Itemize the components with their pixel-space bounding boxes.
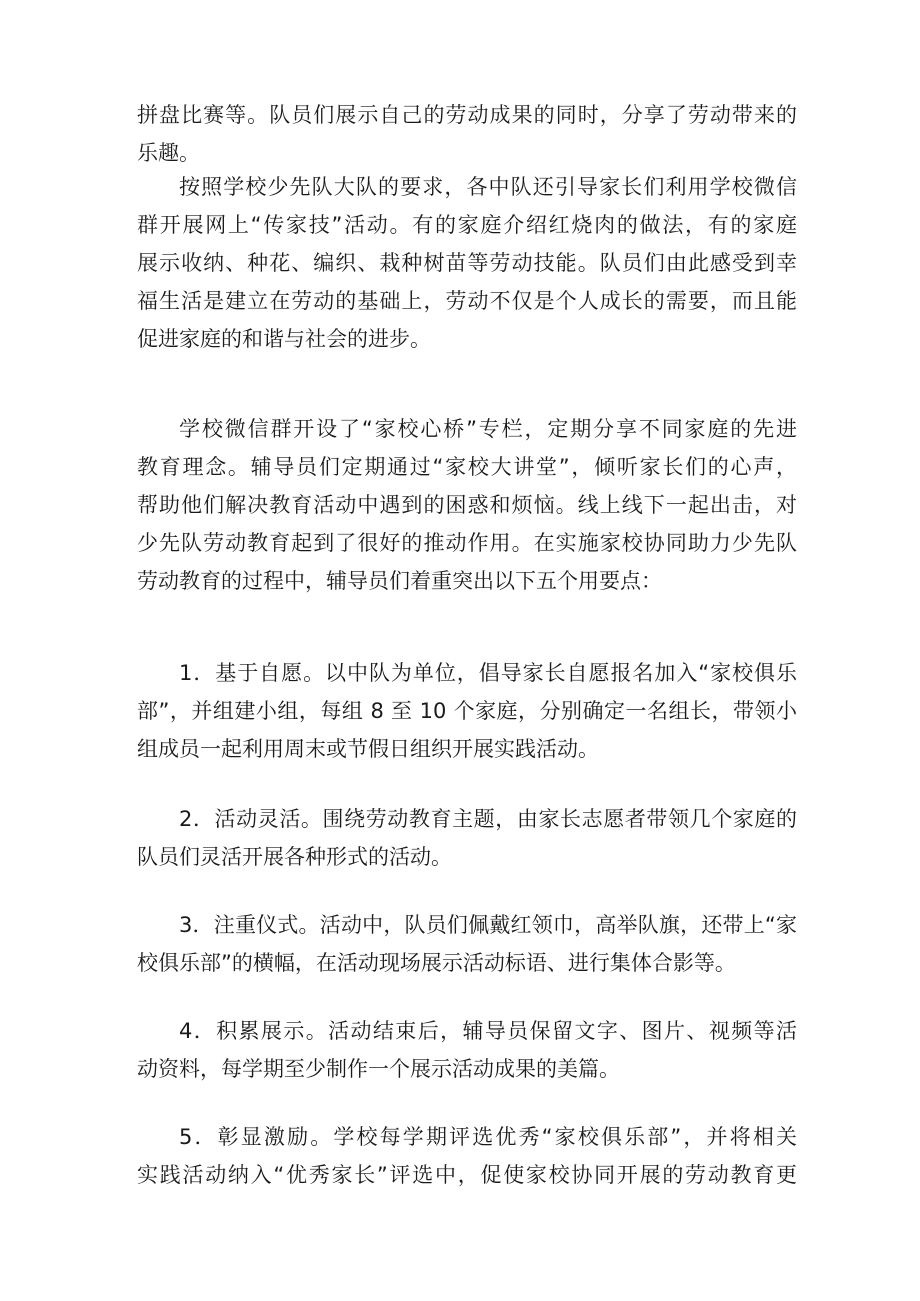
text-line: 队员们灵活开展各种形式的活动。: [137, 845, 452, 869]
paragraph-item-4: [137, 1012, 797, 1088]
text-line: 动资料，每学期至少制作一个展示活动成果的美篇。: [137, 1057, 620, 1081]
paragraph-item-2: [137, 800, 797, 876]
paragraph-item-3: [137, 906, 797, 982]
text-line: 乐趣。: [137, 141, 200, 165]
text-line: 学校微信群开设了“家校心桥”专栏，定期分享不同家庭的先进: [179, 417, 797, 441]
text-line: 教育理念。辅导员们定期通过“家校大讲堂”，倾听家长们的心声，: [137, 455, 797, 479]
paragraph-item-1: [137, 654, 797, 768]
text-line: 3．注重仪式。活动中，队员们佩戴红领巾，高举队旗，还带上“家: [179, 913, 797, 937]
paragraph-item-5: [137, 1118, 797, 1194]
text-line: 劳动教育的过程中，辅导员们着重突出以下五个用要点：: [137, 569, 662, 593]
text-line: 少先队劳动教育起到了很好的推动作用。在实施家校协同助力少先队: [137, 531, 797, 555]
text-line: 4．积累展示。活动结束后，辅导员保留文字、图片、视频等活: [179, 1019, 797, 1043]
paragraph-1: [137, 96, 797, 172]
text-line: 2．活动灵活。围绕劳动教育主题，由家长志愿者带领几个家庭的: [179, 807, 797, 831]
text-line: 拼盘比赛等。队员们展示自己的劳动成果的同时，分享了劳动带来的: [137, 103, 797, 127]
paragraph-2: [137, 168, 797, 358]
paragraph-3: [137, 410, 797, 600]
text-line: 组成员一起利用周末或节假日组织开展实践活动。: [137, 737, 599, 761]
text-line: 校俱乐部”的横幅，在活动现场展示活动标语、进行集体合影等。: [137, 951, 736, 975]
text-line: 1．基于自愿。以中队为单位，倡导家长自愿报名加入“家校俱乐: [179, 661, 797, 685]
text-line: 按照学校少先队大队的要求，各中队还引导家长们利用学校微信: [179, 175, 797, 199]
text-line: 实践活动纳入“优秀家长”评选中，促使家校协同开展的劳动教育更: [137, 1163, 797, 1187]
text-line: 帮助他们解决教育活动中遇到的困惑和烦恼。线上线下一起出击，对: [137, 493, 797, 517]
text-line: 福生活是建立在劳动的基础上，劳动不仅是个人成长的需要，而且能: [137, 289, 797, 313]
text-line: 展示收纳、种花、编织、栽种树苗等劳动技能。队员们由此感受到幸: [137, 251, 797, 275]
text-line: 群开展网上“传家技”活动。有的家庭介绍红烧肉的做法，有的家庭: [137, 213, 797, 237]
text-line: 5．彰显激励。学校每学期评选优秀“家校俱乐部”，并将相关: [179, 1125, 797, 1149]
text-line: 促进家庭的和谐与社会的进步。: [137, 327, 431, 351]
text-line: 部”，并组建小组，每组 8 至 10 个家庭，分别确定一名组长，带领小: [137, 699, 797, 723]
